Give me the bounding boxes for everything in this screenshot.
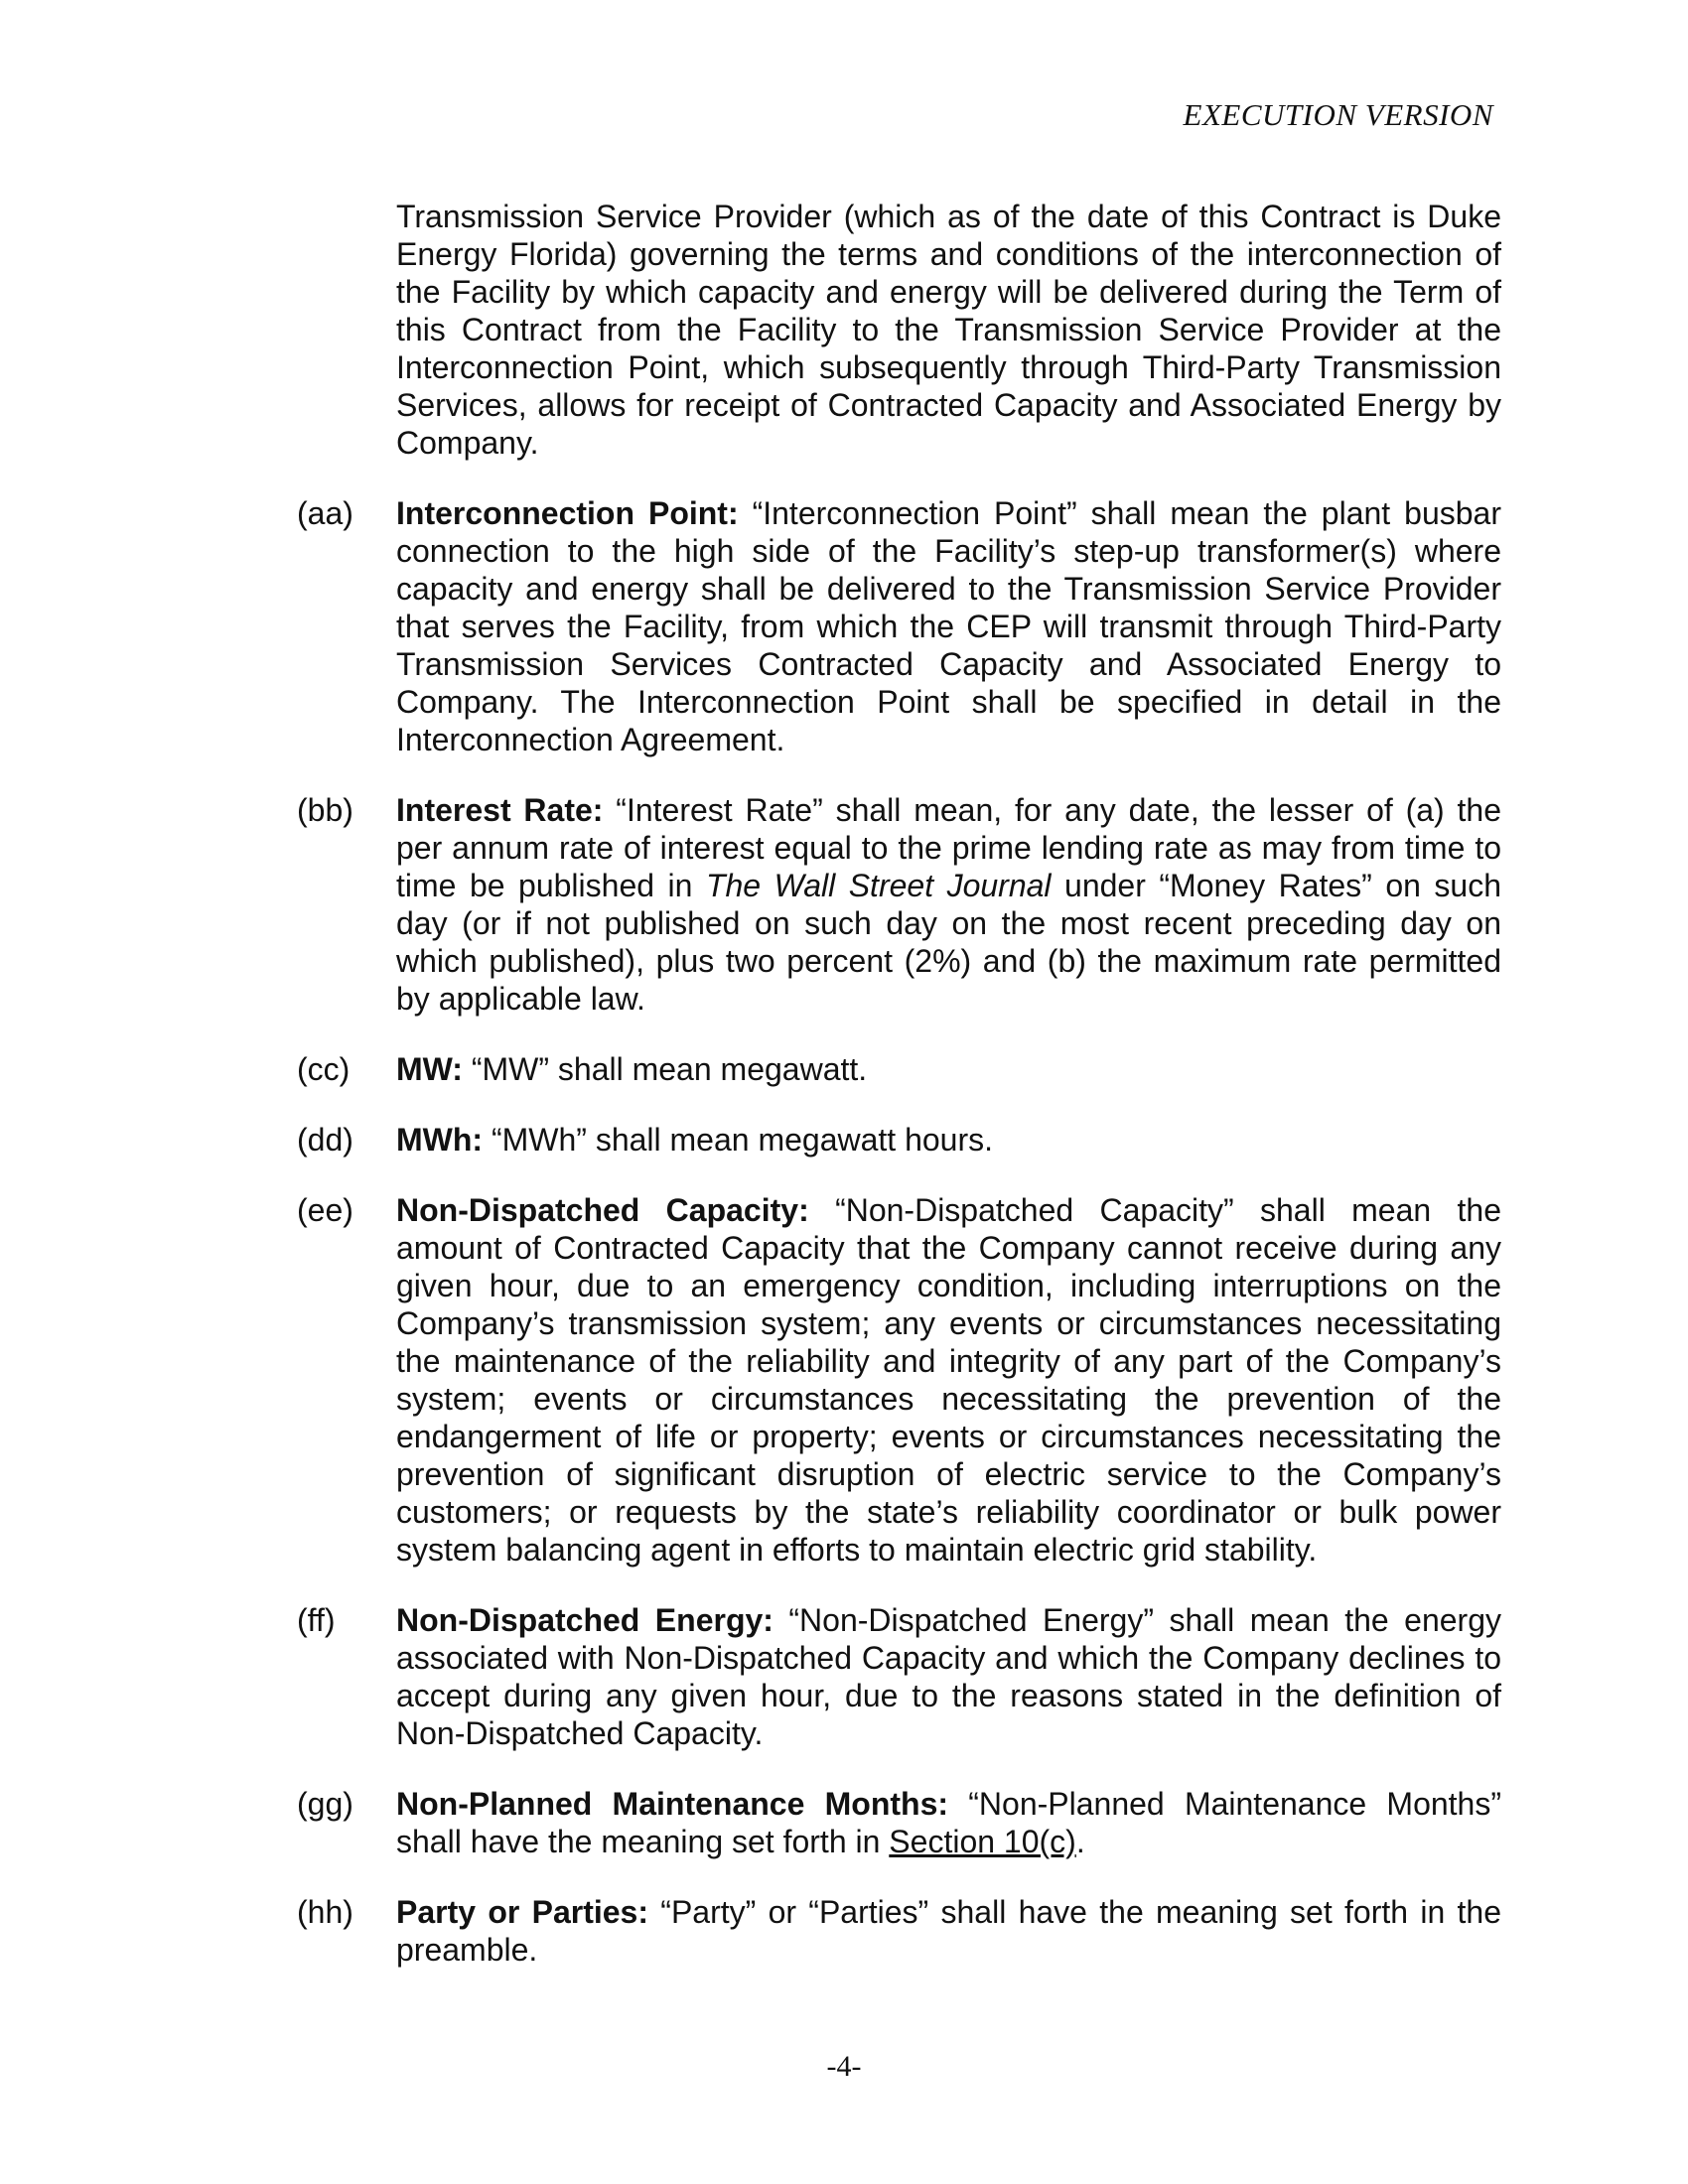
definition-text-continued: under “Money Rates” on such day (or if not published on such day on the most recent preceding day on which published), plus two percent (2%) and (b) the maximum rate permitted by applicable law. [396, 868, 1502, 1017]
definition-label: (aa) [297, 495, 353, 531]
execution-version-header: EXECUTION VERSION [1183, 97, 1493, 132]
definition-label: (dd) [297, 1122, 353, 1158]
definition-term: MWh: [396, 1122, 484, 1158]
definition-aa [297, 494, 1501, 758]
definition-label: (bb) [297, 792, 353, 828]
definition-term: Party or Parties: [396, 1894, 648, 1930]
definition-gg [297, 1785, 1501, 1860]
definition-text: “Non-Planned Maintenance Months” shall have the meaning set forth in [396, 1786, 1502, 1859]
definition-text: “MW” shall mean megawatt. [462, 1051, 868, 1087]
definition-content [396, 1191, 1501, 1569]
document-body [297, 198, 1501, 1969]
definition-content [396, 1893, 1501, 1969]
definition-ff [297, 1601, 1501, 1752]
definition-term: Non-Dispatched Energy: [396, 1602, 774, 1638]
definition-content [396, 1785, 1501, 1860]
definition-content [396, 1121, 1501, 1159]
definition-term: MW: [396, 1051, 463, 1087]
publication-title: The Wall Street Journal [705, 868, 1052, 903]
definition-text-continued: . [1075, 1824, 1085, 1859]
definition-label: (ee) [297, 1192, 353, 1228]
definition-label: (cc) [297, 1051, 351, 1087]
definition-text: “Interest Rate” shall mean, for any date, the lesser of (a) the per annum rate of interest equal to the prime lending rate as may from time to time be published in [396, 792, 1502, 903]
definition-text: “Non-Dispatched Capacity” shall mean the amount of Contracted Capacity that the Company cannot receive during any given hour, due to an emergency condition, including interruptions on the Company’s transmission system; any events or circumstances necessitating the maintenance of the reliability and integrity of any part of the Company’s system; events or circumstances necessitating the prevention of the endangerment of life or property; events or circumstances necessitating the prevention of significant disruption of electric service to the Company’s customers; or requests by the state’s reliability coordinator or bulk power system balancing agent in efforts to maintain electric grid stability. [396, 1192, 1502, 1568]
intro-paragraph: Transmission Service Provider (which as of the date of this Contract is Duke Energy Florida) governing the terms and conditions of the interconnection of the Facility by which capacity and energy will be delivered during the Term of this Contract from the Facility to the Transmission Service Provider at the Interconnection Point, which subsequently through Third-Party Transmission Services, allows for receipt of Contracted Capacity and Associated Energy by Company. [396, 199, 1501, 461]
definition-label: (hh) [297, 1894, 353, 1930]
section-reference-link[interactable]: Section 10(c) [889, 1824, 1076, 1859]
definition-label: (gg) [297, 1786, 353, 1822]
definition-content [396, 1050, 1501, 1088]
definition-text: “Party” or “Parties” shall have the meaning set forth in the preamble. [396, 1894, 1501, 1968]
definition-content [396, 494, 1501, 758]
definition-term: Interest Rate: [396, 792, 604, 828]
definition-label: (ff) [297, 1602, 336, 1638]
definition-content [396, 1601, 1501, 1752]
definition-term: Interconnection Point: [396, 495, 739, 531]
definition-ee [297, 1191, 1501, 1569]
definition-cc [297, 1050, 1501, 1088]
definition-bb [297, 791, 1501, 1018]
page-number: -4- [826, 2050, 862, 2083]
definition-text: “MWh” shall mean megawatt hours. [483, 1122, 994, 1158]
definition-text: “Non-Dispatched Energy” shall mean the energy associated with Non-Dispatched Capacity and which the Company declines to accept during any given hour, due to the reasons stated in the definition of Non-Dispatched Capacity. [396, 1602, 1501, 1751]
definition-hh [297, 1893, 1501, 1969]
definition-content [396, 791, 1501, 1018]
definition-text: “Interconnection Point” shall mean the plant busbar connection to the high side of the Facility’s step-up transformer(s) where capacity and energy shall be delivered to the Transmission Service Provider that serves the Facility, from which the CEP will transmit through Third-Party Transmission Services Contracted Capacity and Associated Energy to Company. The Interconnection Point shall be specified in detail in the Interconnection Agreement. [396, 495, 1502, 757]
definition-term: Non-Planned Maintenance Months: [396, 1786, 949, 1822]
definition-term: Non-Dispatched Capacity: [396, 1192, 809, 1228]
definition-dd [297, 1121, 1501, 1159]
